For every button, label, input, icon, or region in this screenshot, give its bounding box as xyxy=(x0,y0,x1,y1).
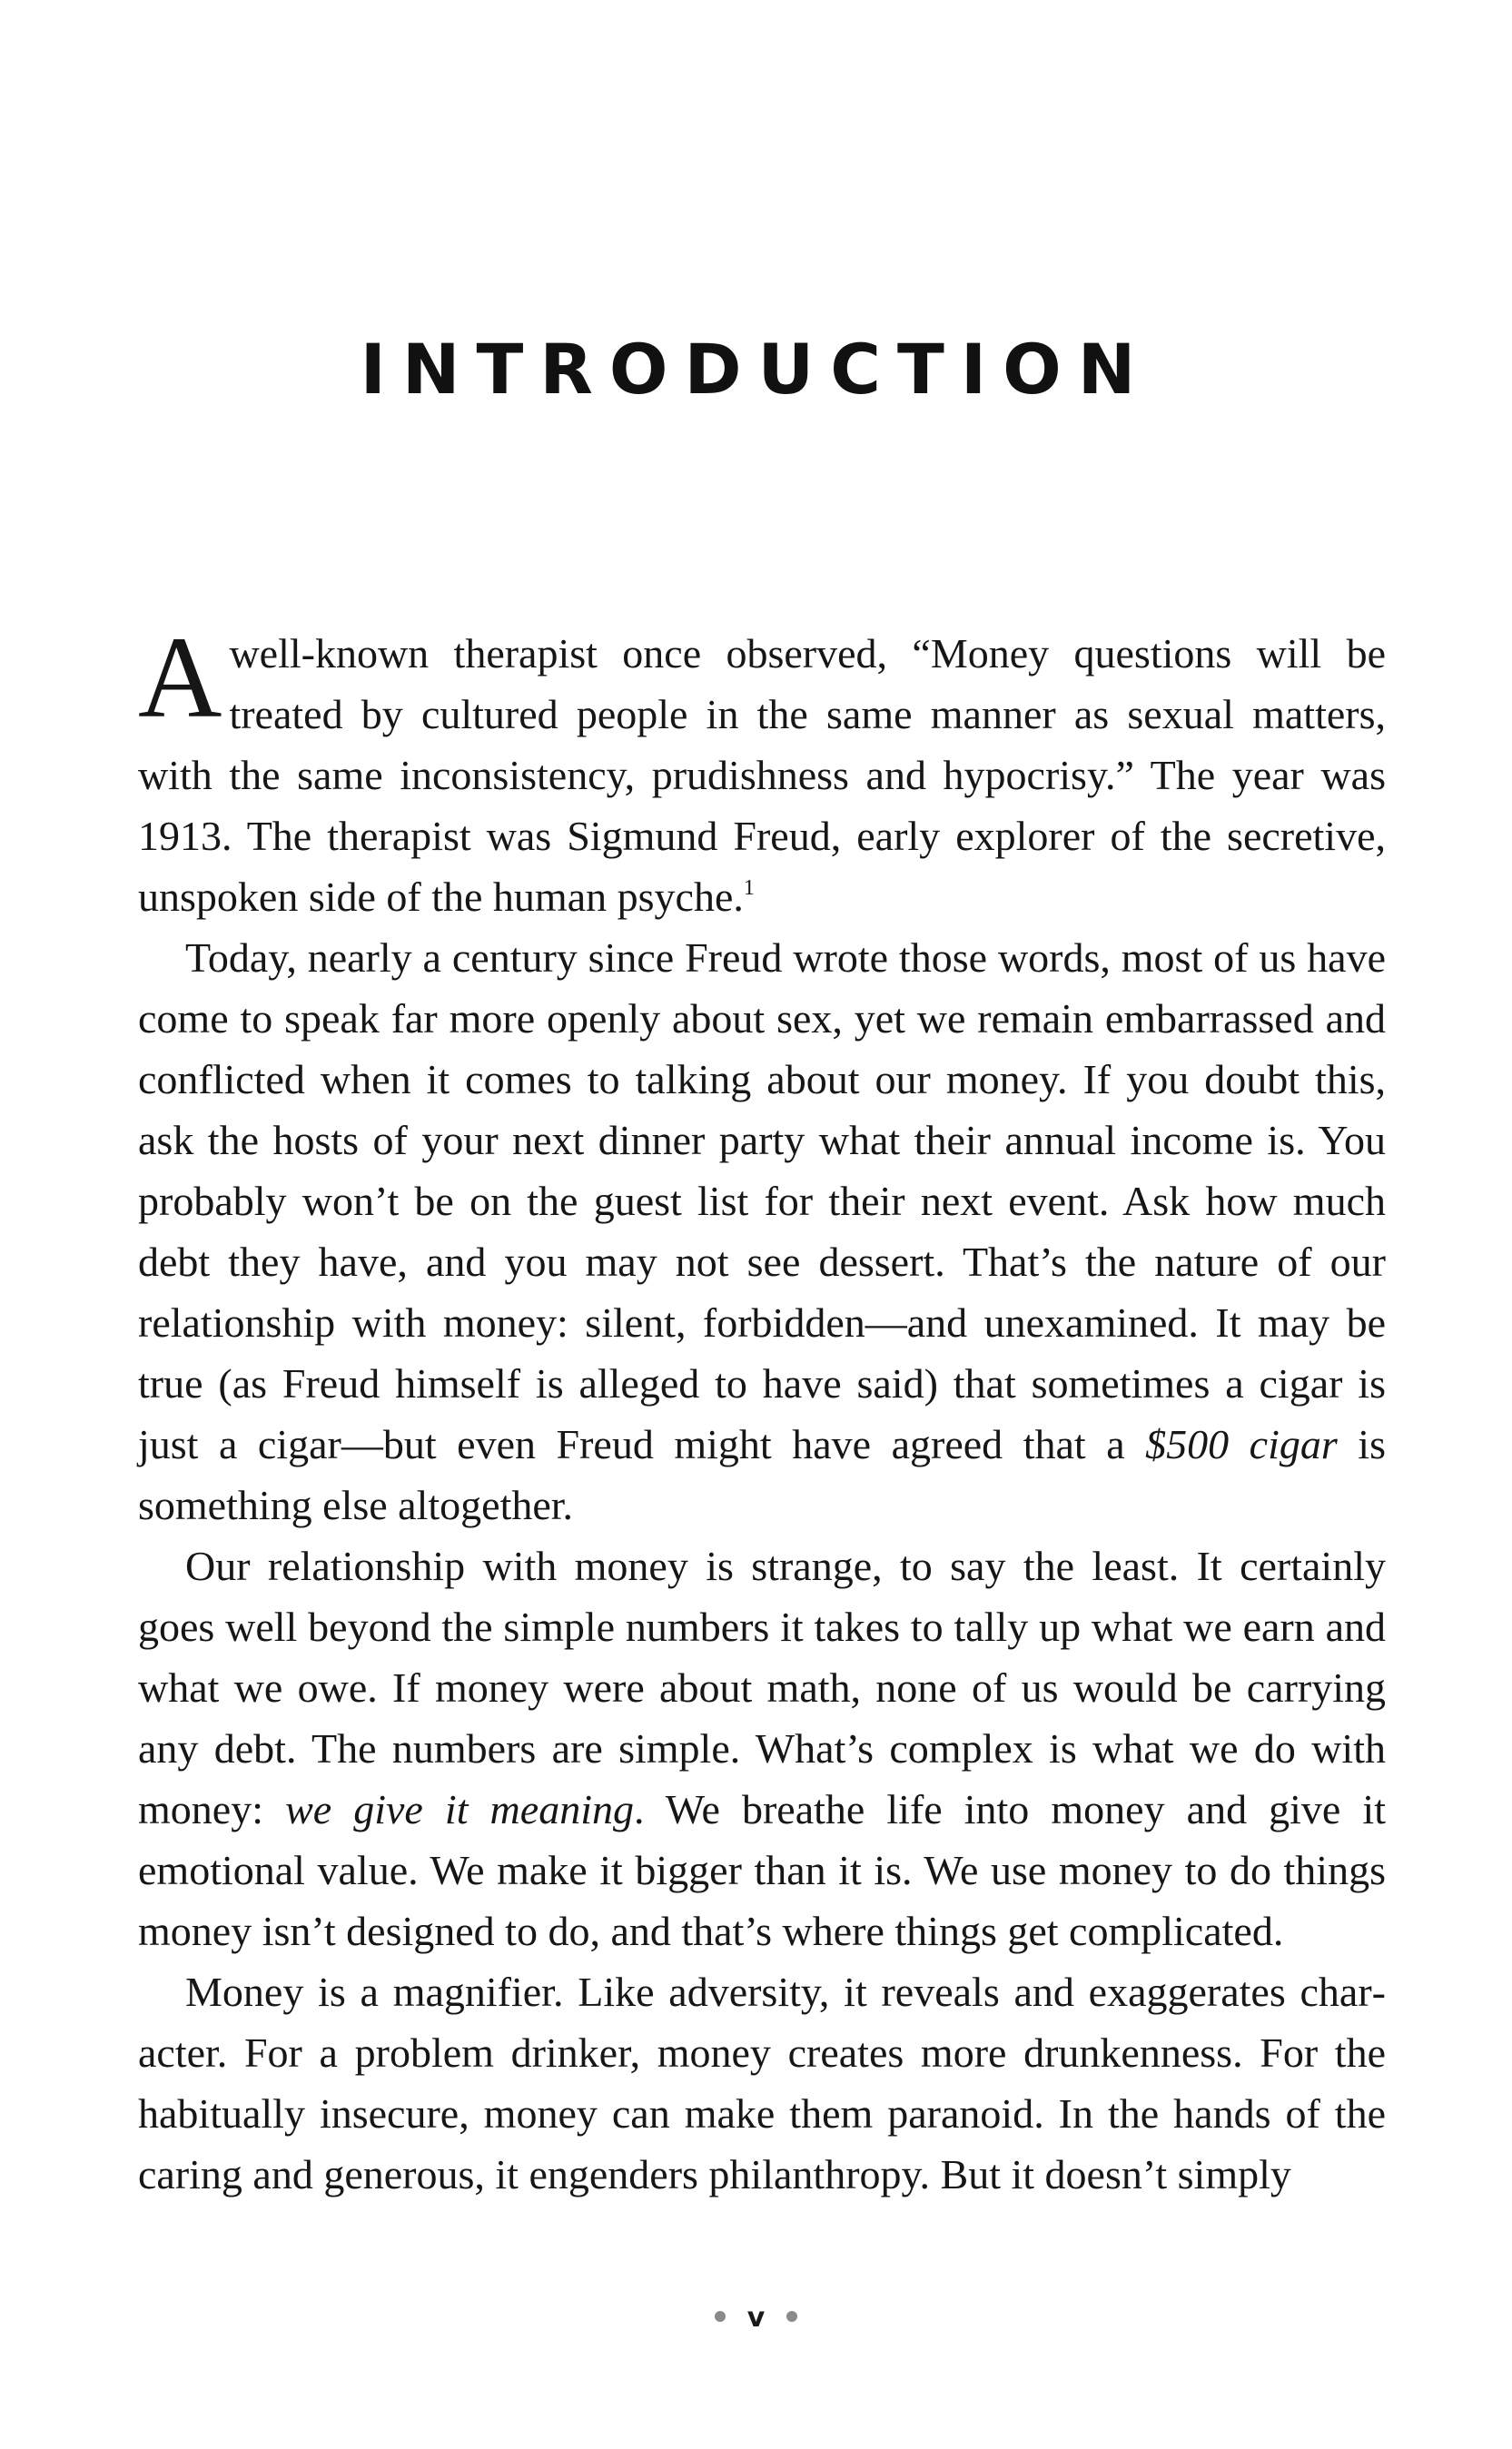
paragraph-1 xyxy=(138,613,1386,927)
paragraph-3-text-end: . We breathe life into money and give it emotional value. We make it bigger than it is. We use money to do things money isn’t designed to do, and that’s where things get complicated. xyxy=(138,1786,1386,1954)
chapter-title: INTRODUCTION xyxy=(360,328,1152,410)
paragraph-1-text: well-known therapist once observed, “Money questions will be treated by cultured people in the same manner as sexual matters, with the same inconsistency, prudishness and hypocrisy.” The year was 1913. The therapist was Sigmund Freud, early explorer of the secretive, unspoken side of the human psyche. xyxy=(138,630,1386,920)
paragraph-2-text-end: is something else altogether. xyxy=(138,1421,1386,1528)
folio-bullet-right-icon xyxy=(786,2311,797,2322)
body-text xyxy=(138,613,1386,2205)
paragraph-3-emphasis: we give it meaning xyxy=(285,1786,634,1832)
paragraph-4-text: Money is a magnifier. Like adversity, it reveals and exaggerates character. For a problem drinker, money creates more drunkenness. For the habitually insecure, money can make them paranoid. In the hands of the caring and generous, it engenders philanthropy. But it doesn’t simply xyxy=(138,1969,1386,2197)
paragraph-3 xyxy=(138,1536,1386,1961)
paragraph-3-text-start: Our relationship with money is strange, to say the least. It certainly goes well beyond the simple numbers it takes to tally up what we earn and what we owe. If money were about math, none of us would be carrying any debt. The numbers are simple. What’s complex is what we do with money: xyxy=(138,1543,1386,1832)
paragraph-4 xyxy=(138,1961,1386,2205)
page-folio xyxy=(0,2302,1512,2334)
paragraph-2-emphasis: $500 cigar xyxy=(1145,1421,1338,1467)
drop-cap: A xyxy=(138,613,222,742)
paragraph-2-text-start: Today, nearly a century since Freud wrote those words, most of us have come to speak far more openly about sex, yet we remain embarrassed and conflicted when it comes to talking about our money. If you doubt this, ask the hosts of your next dinner party what their annual income is. You probably won’t be on the guest list for their next event. Ask how much debt they have, and you may not see dessert. That’s the nature of our relationship with money: silent, forbidden—and unexamined. It may be true (as Freud himself is alleged to have said) that sometimes a cigar is just a cigar—but even Freud might have agreed that a xyxy=(138,934,1386,1467)
folio-bullet-left-icon xyxy=(715,2311,726,2322)
page-number: v xyxy=(746,2302,766,2334)
paragraph-2 xyxy=(138,927,1386,1536)
footnote-reference[interactable]: 1 xyxy=(743,876,755,900)
